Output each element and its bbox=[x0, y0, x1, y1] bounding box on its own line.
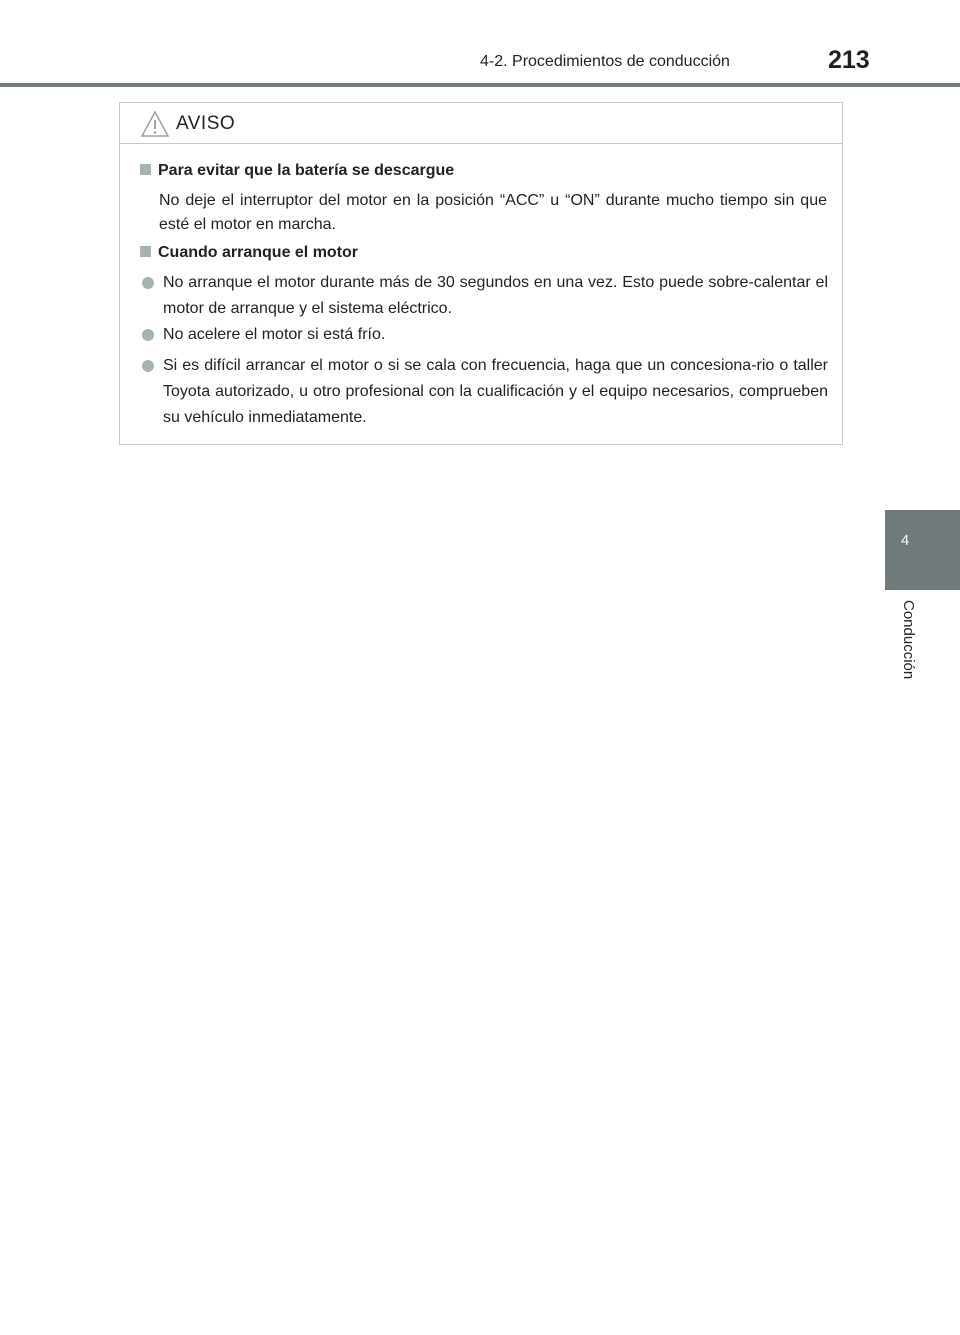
page-number: 213 bbox=[828, 46, 870, 74]
warning-box bbox=[119, 102, 843, 445]
warning-triangle-icon bbox=[140, 110, 170, 138]
section-title: 4-2. Procedimientos de conducción bbox=[480, 53, 730, 70]
circle-bullet-icon bbox=[142, 277, 154, 289]
list-item: Si es difícil arrancar el motor o si se cala con frecuencia, haga que un concesiona-rio o taller Toyota autorizado, u otro profesional con la cualificación y el equipo necesarios, comprueben su vehículo inmediatamente. bbox=[142, 353, 828, 431]
section-paragraph: No deje el interruptor del motor en la posición “ACC” u “ON” durante mucho tiempo sin que esté el motor en marcha. bbox=[159, 192, 827, 233]
chapter-tab bbox=[885, 510, 960, 590]
warning-header bbox=[120, 103, 842, 144]
section-heading: Para evitar que la batería se descargue bbox=[140, 162, 454, 180]
list-item: No arranque el motor durante más de 30 segundos en una vez. Esto puede sobre-calentar el motor de arranque y el sistema eléctrico. bbox=[142, 270, 828, 322]
warning-title: AVISO bbox=[176, 113, 236, 134]
header-rule bbox=[0, 83, 960, 87]
square-bullet-icon bbox=[140, 164, 151, 175]
section-heading: Cuando arranque el motor bbox=[140, 244, 358, 262]
square-bullet-icon bbox=[140, 246, 151, 257]
chapter-number: 4 bbox=[900, 532, 910, 549]
list-item: No acelere el motor si está frío. bbox=[142, 322, 828, 348]
circle-bullet-icon bbox=[142, 360, 154, 372]
chapter-label: Conducción bbox=[900, 600, 917, 680]
circle-bullet-icon bbox=[142, 329, 154, 341]
